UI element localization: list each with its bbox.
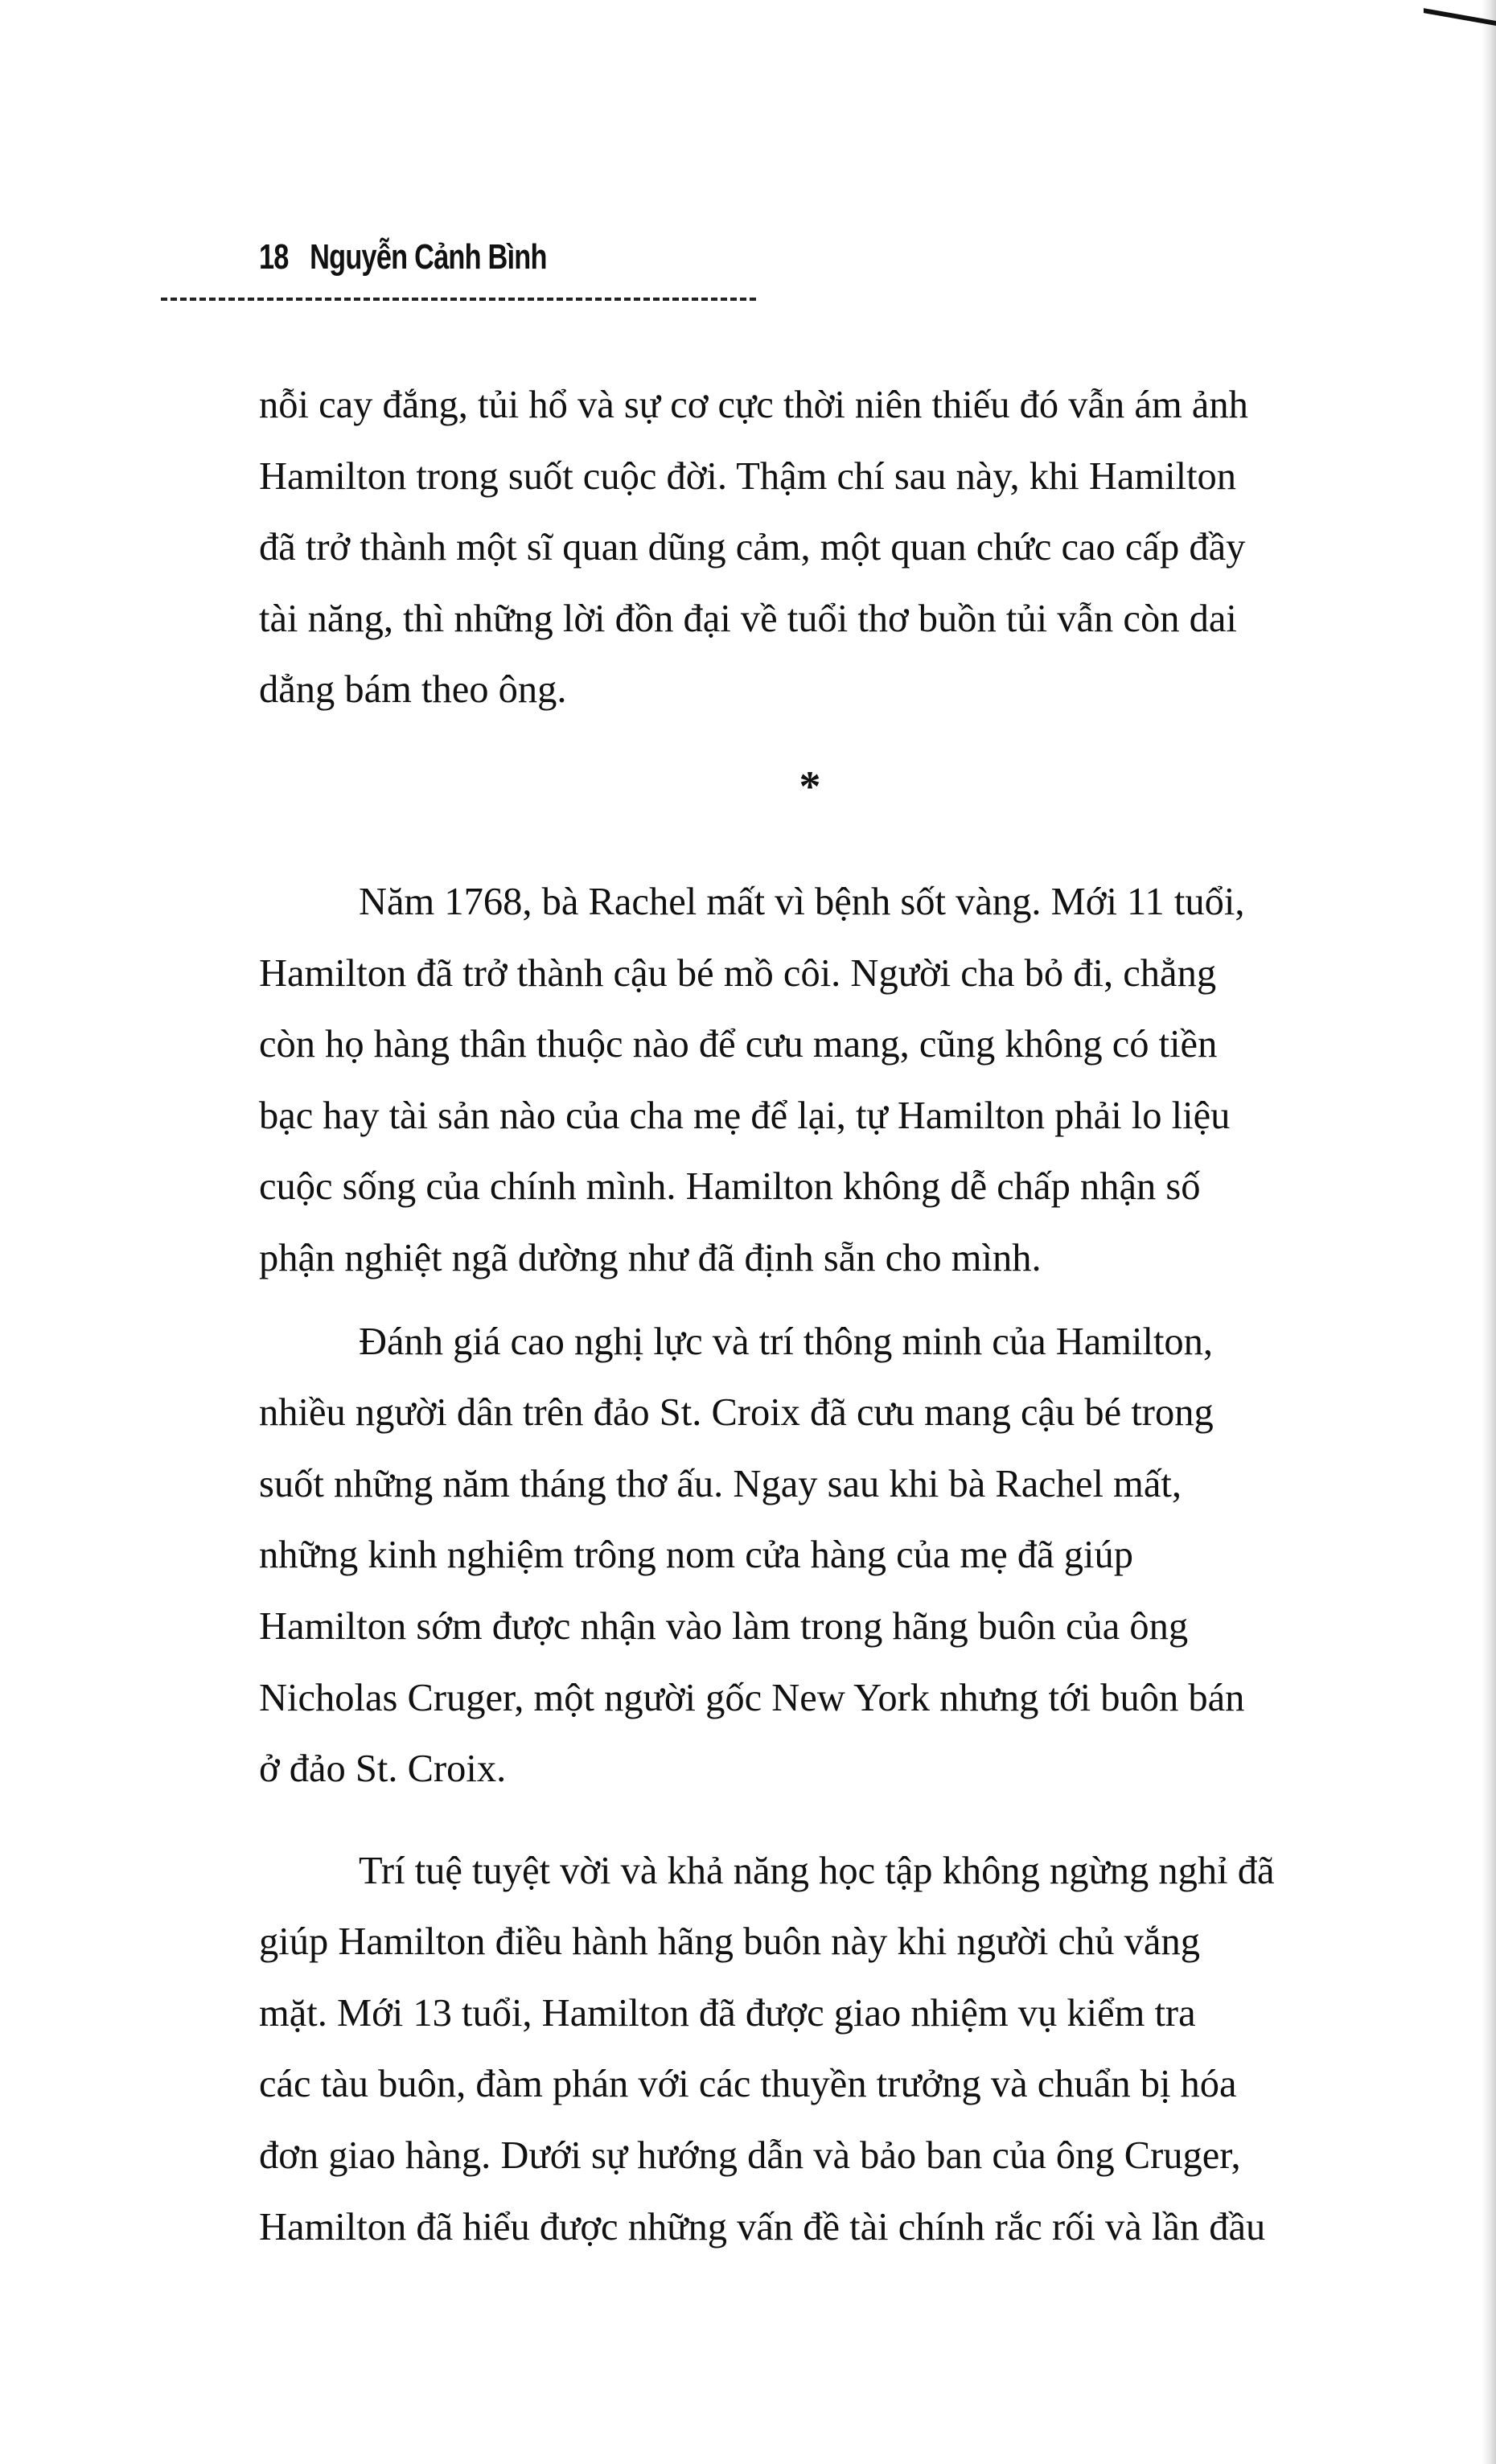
paragraph-gap — [259, 1295, 1393, 1307]
text-line: còn họ hàng thân thuộc nào để cưu mang, cũng không có tiền — [259, 1023, 1218, 1066]
author-name: Nguyễn Cảnh Bình — [310, 237, 547, 277]
text-line: nỗi cay đắng, tủi hổ và sự cơ cực thời niên thiếu đó vẫn ám ảnh — [259, 384, 1248, 426]
page-corner-shadow — [1424, 0, 1496, 26]
paragraph-2 — [259, 867, 1393, 1295]
text-line: giúp Hamilton điều hành hãng buôn này khi người chủ vắng — [259, 1920, 1200, 1964]
text-line: Trí tuệ tuyệt vời và khả năng học tập không ngừng nghỉ đã — [359, 1849, 1275, 1892]
text-line: phận nghiệt ngã dường như đã định sẵn cho mình. — [259, 1236, 1042, 1279]
text-line: đã trở thành một sĩ quan dũng cảm, một quan chức cao cấp đầy — [259, 526, 1246, 569]
text-line: các tàu buôn, đàm phán với các thuyền trưởng và chuẩn bị hóa — [259, 2063, 1237, 2106]
body-text — [259, 370, 1393, 2263]
paragraph-4 — [259, 1836, 1393, 2264]
text-line: cuộc sống của chính mình. Hamilton không dễ chấp nhận số — [259, 1165, 1201, 1209]
text-line: ở đảo St. Croix. — [259, 1747, 507, 1791]
text-line: Hamilton đã trở thành cậu bé mồ côi. Người cha bỏ đi, chẳng — [259, 951, 1217, 995]
paragraph-1 — [259, 370, 1393, 726]
paragraph-gap — [259, 1805, 1393, 1836]
text-line: Năm 1768, bà Rachel mất vì bệnh sốt vàng. Mới 11 tuổi, — [359, 880, 1245, 923]
text-line: đơn giao hàng. Dưới sự hướng dẫn và bảo ban của ông Cruger, — [259, 2134, 1241, 2178]
text-line: những kinh nghiệm trông nom cửa hàng của mẹ đã giúp — [259, 1534, 1134, 1577]
text-line: Hamilton sớm được nhận vào làm trong hãng buôn của ông — [259, 1604, 1189, 1648]
text-line: Nicholas Cruger, một người gốc New York nhưng tới buôn bán — [259, 1676, 1245, 1719]
text-line: Đánh giá cao nghị lực và trí thông minh của Hamilton, — [359, 1320, 1214, 1363]
section-break: * — [799, 762, 821, 811]
text-line: mặt. Mới 13 tuổi, Hamilton đã được giao nhiệm vụ kiểm tra — [259, 1991, 1196, 2035]
paragraph-3 — [259, 1307, 1393, 1805]
text-line: dẳng bám theo ông. — [259, 668, 567, 712]
text-line: Hamilton đã hiểu được những vấn đề tài chính rắc rối và lần đầu — [259, 2205, 1266, 2248]
running-head — [259, 237, 547, 294]
text-line: nhiều người dân trên đảo St. Croix đã cưu mang cậu bé trong — [259, 1391, 1214, 1435]
text-line: tài năng, thì những lời đồn đại về tuổi thơ buồn tủi vẫn còn dai — [259, 597, 1237, 640]
text-line: bạc hay tài sản nào của cha mẹ để lại, tự Hamilton phải lo liệu — [259, 1094, 1231, 1137]
text-line: Hamilton trong suốt cuộc đời. Thậm chí sau này, khi Hamilton — [259, 454, 1237, 498]
page-edge — [1482, 0, 1496, 2464]
page-number: 18 — [259, 237, 289, 277]
text-line: suốt những năm tháng thơ ấu. Ngay sau khi bà Rachel mất, — [259, 1462, 1182, 1505]
header-divider — [161, 298, 756, 301]
